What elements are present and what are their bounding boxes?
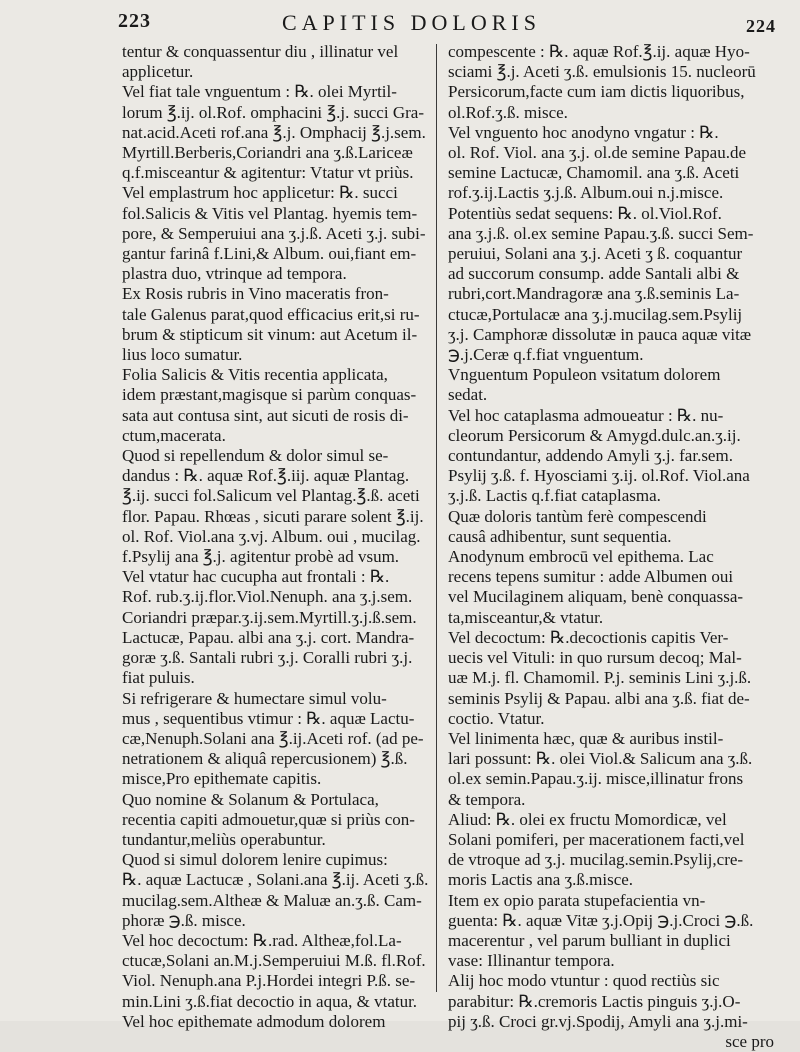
text-line: gantur farinâ f.Lini,& Album. oui,fiant em- (122, 244, 417, 264)
text-line: Rof. rub.ʒ.ij.flor.Viol.Nenuph. ana ʒ.j.sem. (122, 587, 413, 607)
page-number-left: 223 (118, 10, 151, 32)
text-line: Vnguentum Populeon vsitatum dolorem (448, 365, 721, 385)
text-line: plastra duo, vtrinque ad tempora. (122, 264, 347, 284)
text-line: ol. Rof. Viol.ana ʒ.vj. Album. oui , mucilag. (122, 526, 421, 546)
text-line: contundantur, addendo Amyli ʒ.j. far.sem. (448, 446, 733, 466)
text-line: lari possunt: ℞. olei Viol.& Salicum ana ʒ.ß. (448, 749, 753, 769)
text-line: Quod si repellendum & dolor simul se- (122, 446, 389, 466)
text-line: pij ʒ.ß. Croci gr.vj.Spodij, Amyli ana ʒ.j.mi- (448, 1011, 748, 1031)
text-line: Anodynum embrocū vel epithema. Lac (448, 547, 714, 567)
page-number-right: 224 (746, 16, 776, 36)
text-line: lorum ℥.ij. ol.Rof. omphacini ℥.j. succi Gra- (122, 102, 424, 122)
text-line: peruiui, Solani ana ʒ.j. Aceti ʒ ß. coquantur (448, 244, 743, 264)
text-line: sce pro (725, 1031, 774, 1051)
text-line: ad succorum consump. adde Santali albi & (448, 264, 740, 284)
text-line: guenta: ℞. aquæ Vitæ ʒ.j.Opij ℈.j.Croci ℈.ß. (448, 910, 754, 930)
text-line: Vel decoctum: ℞.decoctionis capitis Ver- (448, 627, 729, 647)
text-line: rof.ʒ.ij.Lactis ʒ.j.ß. Album.oui n.j.misce. (448, 183, 724, 203)
text-line: ctum,macerata. (122, 425, 226, 445)
text-line: f.Psylij ana ℥.j. agitentur probè ad vsum. (122, 547, 400, 567)
text-line: nat.acid.Aceti rof.ana ℥.j. Omphacij ℥.j.sem. (122, 122, 426, 142)
text-line: flor. Papau. Rhœas , sicuti parare solent ℥.ij. (122, 506, 424, 526)
text-line: compescente : ℞. aquæ Rof.℥.ij. aquæ Hyo- (448, 42, 750, 61)
text-line: Aliud: ℞. olei ex fructu Momordicæ, vel (448, 809, 727, 829)
text-line: moris Lactis ana ʒ.ß.misce. (448, 870, 634, 890)
text-line: ℥.ij. succi fol.Salicum vel Plantag.℥.ß. aceti (122, 486, 420, 506)
text-line: Quo nomine & Solanum & Portulaca, (122, 789, 379, 809)
text-line: dandus : ℞. aquæ Rof.℥.iij. aquæ Plantag. (122, 466, 410, 486)
text-line: Viol. Nenuph.ana P.j.Hordei integri P.ß. se- (122, 971, 416, 991)
text-line: Quod si simul dolorem lenire cupimus: (122, 850, 388, 870)
text-line: uecis vel Vituli: in quo rursum decoq; Mal- (448, 648, 742, 668)
text-line: Vel hoc cataplasma admoueatur : ℞. nu- (448, 405, 724, 425)
text-line: tentur & conquassentur diu , illinatur vel (122, 42, 399, 61)
text-line: rubri,cort.Mandragoræ ana ʒ.ß.seminis La- (448, 284, 740, 304)
text-line: lius loco sumatur. (122, 345, 243, 365)
text-line: ana ʒ.j.ß. ol.ex semine Papau.ʒ.ß. succi Sem- (448, 223, 754, 243)
text-line: Psylij ʒ.ß. f. Hyosciami ʒ.ij. ol.Rof. Viol.ana (448, 466, 750, 486)
column-divider (436, 44, 437, 992)
text-line: netrationem & aliquâ repercusionem) ℥.ß. (122, 749, 408, 769)
text-line: ℈.j.Ceræ q.f.fiat vnguentum. (448, 345, 644, 365)
text-line: cæ,Nenuph.Solani ana ℥.ij.Aceti rof. (ad pe- (122, 728, 424, 748)
text-line: Vel linimenta hæc, quæ & auribus instil- (448, 728, 724, 748)
text-line: ol. Rof. Viol. ana ʒ.j. ol.de semine Papau.de (448, 143, 746, 163)
text-line: goræ ʒ.ß. Santali rubri ʒ.j. Coralli rubri ʒ.j. (122, 648, 413, 668)
text-line: recentia capiti admouetur,quæ si priùs con- (122, 809, 415, 829)
text-line: semine Lactucæ, Chamomil. ana ʒ.ß. Aceti (448, 163, 740, 183)
text-line: Potentiùs sedat sequens: ℞. ol.Viol.Rof. (448, 203, 722, 223)
text-line: min.Lini ʒ.ß.fiat decoctio in aqua, & vtatur. (122, 991, 418, 1011)
text-line: Myrtill.Berberis,Coriandri ana ʒ.ß.Lariceæ (122, 143, 413, 163)
text-line: Vel emplastrum hoc applicetur: ℞. succi (122, 183, 398, 203)
text-line: Vel hoc decoctum: ℞.rad. Altheæ,fol.La- (122, 930, 402, 950)
text-line: mucilag.sem.Altheæ & Maluæ an.ʒ.ß. Cam- (122, 890, 422, 910)
text-line: fol.Salicis & Vitis vel Plantag. hyemis tem- (122, 203, 418, 223)
left-text-column (122, 42, 447, 1032)
text-line: ʒ.j.ß. Lactis q.f.fiat cataplasma. (448, 486, 661, 506)
text-line: sata aut contusa sint, aut sicuti de rosis di- (122, 405, 409, 425)
text-line: causâ adhibentur, sunt sequentia. (448, 526, 672, 546)
text-line: de vtroque ad ʒ.j. mucilag.semin.Psylij,cre- (448, 850, 744, 870)
text-line: cleorum Persicorum & Amygd.dulc.an.ʒ.ij. (448, 425, 741, 445)
running-header (0, 0, 800, 40)
text-line: Vel fiat tale vnguentum : ℞. olei Myrtil- (122, 82, 397, 102)
text-line: ta,misceantur,& vtatur. (448, 607, 604, 627)
text-line: phoræ ℈.ß. misce. (122, 910, 246, 930)
text-line: idem præstant,magisque si parùm conquas- (122, 385, 417, 405)
text-line: ctucæ,Portulacæ ana ʒ.j.mucilag.sem.Psylij (448, 304, 743, 324)
text-line: tundantur,meliùs operabuntur. (122, 829, 326, 849)
text-line: q.f.misceantur & agitentur: Vtatur vt priùs. (122, 163, 414, 183)
text-line: uæ M.j. fl. Chamomil. P.j. seminis Lini ʒ.j.ß. (448, 668, 752, 688)
text-line: Ex Rosis rubris in Vino maceratis fron- (122, 284, 389, 304)
text-line: mus , sequentibus vtimur : ℞. aquæ Lactu- (122, 708, 415, 728)
text-line: ctucæ,Solani an.M.j.Semperuiui M.ß. fl.Rof. (122, 951, 426, 971)
text-line: Folia Salicis & Vitis recentia applicata, (122, 365, 388, 385)
text-line: Coriandri præpar.ʒ.ij.sem.Myrtill.ʒ.j.ß.sem. (122, 607, 417, 627)
text-line: vel Mucilaginem aliquam, benè conquassa- (448, 587, 744, 607)
text-line: Alij hoc modo vtuntur : quod rectiùs sic (448, 971, 720, 991)
text-line: ol.ex semin.Papau.ʒ.ij. misce,illinatur frons (448, 769, 744, 789)
text-line: fiat puluis. (122, 668, 195, 688)
text-line: seminis Psylij & Papau. albi ana ʒ.ß. fiat de- (448, 688, 750, 708)
text-line: Vel vtatur hac cucupha aut frontali : ℞. (122, 567, 390, 587)
text-line: Si refrigerare & humectare simul volu- (122, 688, 387, 708)
text-line: macerentur , vel parum bulliant in duplici (448, 930, 731, 950)
text-line: ʒ.j. Camphoræ dissolutæ in pauca aquæ vitæ (448, 324, 752, 344)
running-title: CAPITIS DOLORIS (282, 10, 541, 35)
text-line: Vel hoc epithemate admodum dolorem (122, 1011, 386, 1031)
text-line: applicetur. (122, 62, 194, 82)
text-line: Lactucæ, Papau. albi ana ʒ.j. cort. Mandra- (122, 627, 415, 647)
text-line: ℞. aquæ Lactucæ , Solani.ana ℥.ij. Aceti ʒ.ß. (122, 870, 429, 890)
text-line: Solani pomiferi, per macerationem facti,vel (448, 829, 745, 849)
text-line: Item ex opio parata stupefacientia vn- (448, 890, 706, 910)
text-line: ol.Rof.ʒ.ß. misce. (448, 102, 568, 122)
text-line: brum & stipticum sit vinum: aut Acetum il- (122, 324, 418, 344)
text-line: recens tepens sumitur : adde Albumen oui (448, 567, 734, 587)
text-line: tale Galenus parat,quod efficacius erit,si ru- (122, 304, 420, 324)
text-line: sedat. (448, 385, 488, 405)
text-line: Vel vnguento hoc anodyno vngatur : ℞. (448, 122, 719, 142)
text-line: pore, & Semperuiui ana ʒ.j.ß. Aceti ʒ.j. subi- (122, 223, 426, 243)
text-line: & tempora. (448, 789, 526, 809)
text-line: coctio. Vtatur. (448, 708, 545, 728)
right-text-column (448, 42, 776, 1052)
text-line: Persicorum,facte cum iam dictis liquoribus, (448, 82, 745, 102)
text-line: misce,Pro epithemate capitis. (122, 769, 322, 789)
text-line: Quæ doloris tantùm ferè compescendi (448, 506, 707, 526)
text-line: vase: Illinantur tempora. (448, 951, 615, 971)
text-line: sciami ℥.j. Aceti ʒ.ß. emulsionis 15. nucleorū (448, 62, 756, 82)
text-line: parabitur: ℞.cremoris Lactis pinguis ʒ.j.O- (448, 991, 741, 1011)
